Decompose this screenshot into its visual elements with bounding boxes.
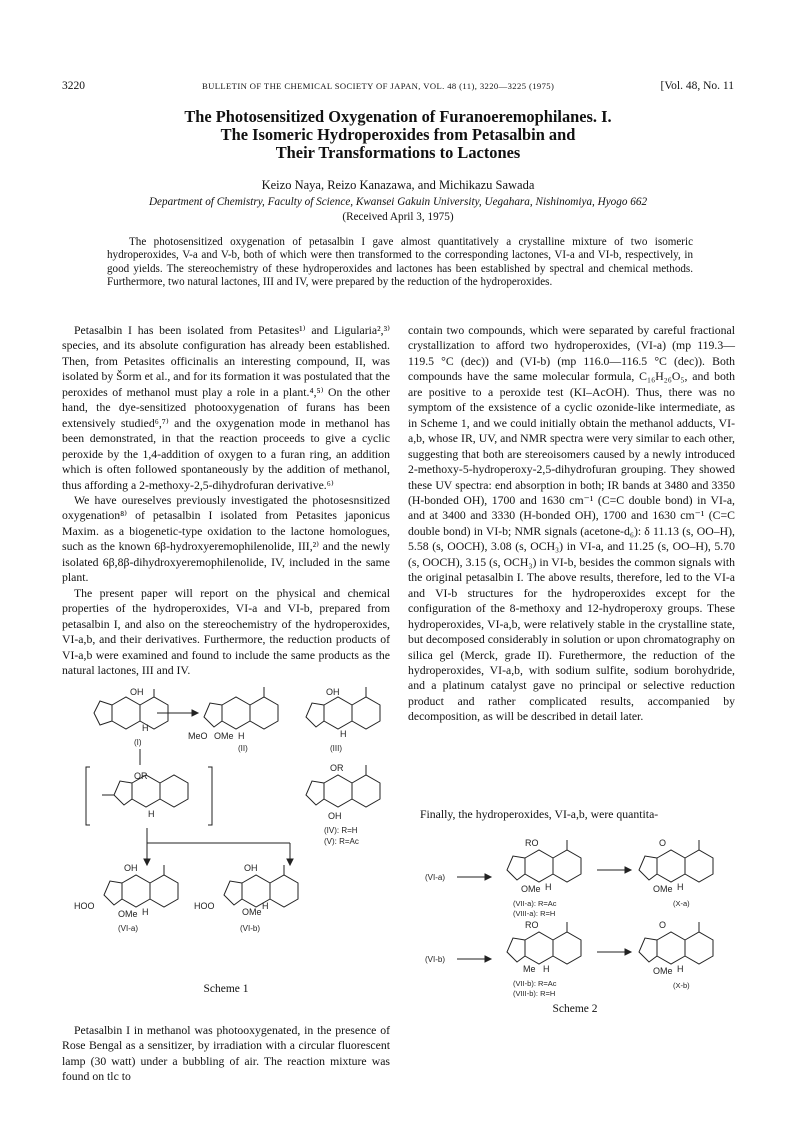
atom-label: O bbox=[659, 920, 667, 930]
compound-X-b bbox=[639, 920, 713, 990]
compound-label: (VIII-b): R=H bbox=[513, 989, 556, 998]
atom-label: H bbox=[340, 729, 347, 739]
atom-label: OH bbox=[328, 811, 342, 821]
paragraph: Finally, the hydroperoxides, VI-a,b, were quantita- bbox=[420, 808, 659, 821]
compound-IV-V bbox=[306, 763, 380, 846]
compound-label: (VI-a) bbox=[425, 873, 445, 882]
atom-label: OR bbox=[330, 763, 344, 773]
atom-label: OR bbox=[134, 771, 148, 781]
atom-label: OMe bbox=[521, 884, 541, 894]
authors: Keizo Naya, Reizo Kanazawa, and Michikazu Sawada bbox=[261, 178, 535, 192]
atom-label: H bbox=[142, 723, 149, 733]
scheme-1-caption: Scheme 1 bbox=[203, 983, 249, 995]
atom-label: H bbox=[238, 731, 245, 741]
atom-label: OMe bbox=[214, 731, 234, 741]
atom-label: OMe bbox=[242, 907, 262, 917]
cyclic-peroxide-intermediate bbox=[86, 767, 212, 825]
compound-X-a bbox=[639, 838, 713, 908]
atom-label: OMe bbox=[653, 966, 673, 976]
title-line-2: The Isomeric Hydroperoxides from Petasalbin and bbox=[220, 125, 576, 144]
atom-label: HOO bbox=[74, 901, 95, 911]
atom-label: OH bbox=[326, 687, 340, 697]
paragraph: We have oureselves previously investigated the photosesnsitized oxygenation⁸⁾ of petasalbin I isolated from Petasites japonicus Maxim. as a biogenetic-type oxidation to the lactone homologues, such as the known 6β-hydroxyeremophilenolide, III,²⁾ and the newly isolated 6β,8β-dihydroxyeremophilenolide, IV, included in the same plant. bbox=[62, 493, 390, 585]
compound-label: (X-b) bbox=[673, 981, 690, 990]
atom-label: OMe bbox=[653, 884, 673, 894]
compound-label: (VI-b) bbox=[425, 955, 445, 964]
abstract: The photosensitized oxygenation of petasalbin I gave almost quantitatively a crystalline mixture of two isomeric hydroperoxides, V-a and V-b, both of which were then transformed to the corresponding lactones, VI-a and VI-b, respectively, in good yields. The stereochemistry of these hydroperoxides and lactones has been established by spectral and chemical methods. Furthermore, two natural lactones, III and IV, were prepared by the reduction of the hydroperoxides. bbox=[107, 236, 693, 288]
right-column-bottom bbox=[408, 807, 735, 822]
scheme-1-structures bbox=[62, 683, 390, 978]
running-header bbox=[62, 80, 734, 94]
arrow-head bbox=[144, 859, 150, 865]
atom-label: OH bbox=[244, 863, 258, 873]
compound-label: (I) bbox=[134, 738, 142, 747]
scheme-2-structures bbox=[425, 830, 725, 998]
atom-label: Me bbox=[523, 964, 536, 974]
atom-label: H bbox=[677, 964, 684, 974]
scheme-2-caption: Scheme 2 bbox=[552, 1003, 598, 1015]
right-column bbox=[408, 323, 735, 725]
compound-label: (III) bbox=[330, 744, 342, 753]
paragraph: The present paper will report on the physical and chemical properties of the hydroperoxides, VI-a and VI-b, prepared from petasalbin I, and also on the stereochemistry of the hydroperoxides, VI-a,b, and their derivatives. Furthermore, the reduction products of VI-a,b were examined and found to include the same products as the natural lactones, III and IV. bbox=[62, 586, 390, 677]
atom-label: OH bbox=[130, 687, 144, 697]
scheme-1 bbox=[62, 683, 390, 998]
compound-label: (VI-a) bbox=[118, 924, 138, 933]
atom-label: H bbox=[148, 809, 155, 819]
atom-label: RO bbox=[525, 920, 539, 930]
atom-label: MeO bbox=[188, 731, 208, 741]
atom-label: RO bbox=[525, 838, 539, 848]
atom-label: O bbox=[659, 838, 667, 848]
arrow-head bbox=[287, 859, 293, 865]
title-line-1: The Photosensitized Oxygenation of Furanoeremophilanes. I. bbox=[184, 107, 612, 126]
arrow-head bbox=[192, 710, 198, 716]
paper-title bbox=[62, 108, 734, 162]
received-date: (Received April 3, 1975) bbox=[342, 211, 454, 223]
compound-II bbox=[188, 687, 278, 753]
journal-citation: BULLETIN OF THE CHEMICAL SOCIETY OF JAPAN, VOL. 48 (11), 3220—3225 (1975) bbox=[202, 81, 555, 91]
page-number: 3220 bbox=[62, 80, 85, 92]
title-line-3: Their Transformations to Lactones bbox=[275, 143, 521, 162]
atom-label: OMe bbox=[118, 909, 138, 919]
affiliation: Department of Chemistry, Faculty of Science, Kwansei Gakuin University, Uegahara, Nishinomiya, Hyogo 662 bbox=[148, 196, 648, 208]
atom-label: H bbox=[677, 882, 684, 892]
atom-label: HOO bbox=[194, 901, 215, 911]
compound-label: (VII-b): R=Ac bbox=[513, 979, 557, 988]
compound-VI-b bbox=[194, 863, 298, 933]
atom-label: H bbox=[545, 882, 552, 892]
paragraph: Petasalbin I has been isolated from Petasites¹⁾ and Ligularia²,³⁾ species, and its absolute configuration has already been established. Then, from Petasites officinalis an interesting compound, II, was isolated by Šorm et al., and for its formation it was postulated that the peroxides of methanol must play a role in a plant.⁴,⁵⁾ On the other hand, the dye-sensitized photooxygenation of furans has been extensively studied⁶,⁷⁾ and the oxygenation mode in methanol has been demonstrated, in that the reaction proceeds to give a cyclic peroxide by the 1,4-addition of oxygen to a furan ring, an addition which is often followed spontaneously by the addition of methanol, thus affording a 2-methoxy-2,5-dihydrofuran derivative.⁶⁾ bbox=[62, 324, 390, 492]
compound-label: (X-a) bbox=[673, 899, 690, 908]
compound-I bbox=[94, 687, 168, 747]
scheme-2 bbox=[425, 830, 725, 1015]
left-column-bottom bbox=[62, 1023, 390, 1085]
compound-label: (VIII-a): R=H bbox=[513, 909, 556, 918]
compound-VII-b bbox=[507, 920, 581, 998]
compound-label: (VI-b) bbox=[240, 924, 260, 933]
compound-label: (VII-a): R=Ac bbox=[513, 899, 557, 908]
paragraph: Petasalbin I in methanol was photooxygenated, in the presence of Rose Bengal as a sensitizer, by irradiation with a circular fluorescent lamp (30 watt) under a bubbling of air. The reaction mixture was found on tlc to bbox=[62, 1024, 390, 1084]
atom-label: H bbox=[142, 907, 149, 917]
compound-III bbox=[306, 687, 380, 753]
volume-issue: [Vol. 48, No. 11 bbox=[660, 80, 734, 92]
atom-label: OH bbox=[124, 863, 138, 873]
compound-VI-a bbox=[74, 863, 178, 933]
paragraph: contain two compounds, which were separated by careful fractional crystallization to afford two hydroperoxides, (VI-a) (mp 119.3—119.5 °C (dec)) and (VI-b) (mp 116.0—116.5 °C (dec)). Both compounds have the same molecular formula, C₁₆H₂₆O₅, and both are positive to a peroxide test (KI–AcOH). Thus, there was no symptom of the exsistence of a cyclic ozonide-like intermediate, as in Scheme 1, and we could initially obtain the methanol adducts, VI-a,b, whose IR, UV, and NMR spectra were very similar to each other, suggesting that both are stereoisomers caused by a newly introduced 2-methoxy-5-hydroperoxy-2,5-dihydrofuran grouping. They showed these UV spectra: end absorption in both; IR bands at 3480 and 3350 (H-bonded OH), 1700 and 1630 cm⁻¹ (C=C double bond) in VI-a, and at 3400 and 3330 (H-bonded OH), 1700 and 1630 cm⁻¹ (C=C double bond) in VI-b; NMR signals (acetone-d₆): δ 11.13 (s, OO–H), 5.58 (s, OOCH), 3.08 (s, OCH₃) in VI-a, and 11.25 (s, OO–H), 5.70 (s, OOCH), 3.15 (s, OCH₃) in VI-b, besides the common signals with the original petasalbin I. The above results, therefore, led to the VI-a and VI-b structures for the hydroperoxides except for the configuration of the 8-methoxy and 12-hydroperoxy groups. These hydroperoxides, VI-a,b, were relatively stable in the crystalline state, but decomposed considerably in solution or upon chromatography on silica gel (Merck, grade II). Furethermore, the reduction of the hydroperoxides, VI-a,b, with sodium sulfite, sodium borohydride, and a platinum catalyst gave no principal or selective reduction product and rather complicated results, accompanied by decomposition, as will be described in detail later. bbox=[408, 324, 735, 724]
compound-label: (II) bbox=[238, 744, 248, 753]
left-column bbox=[62, 323, 390, 678]
atom-label: H bbox=[262, 901, 269, 911]
compound-label: (V): R=Ac bbox=[324, 837, 359, 846]
compound-VII-a bbox=[507, 838, 581, 918]
compound-label: (IV): R=H bbox=[324, 826, 358, 835]
atom-label: H bbox=[543, 964, 550, 974]
